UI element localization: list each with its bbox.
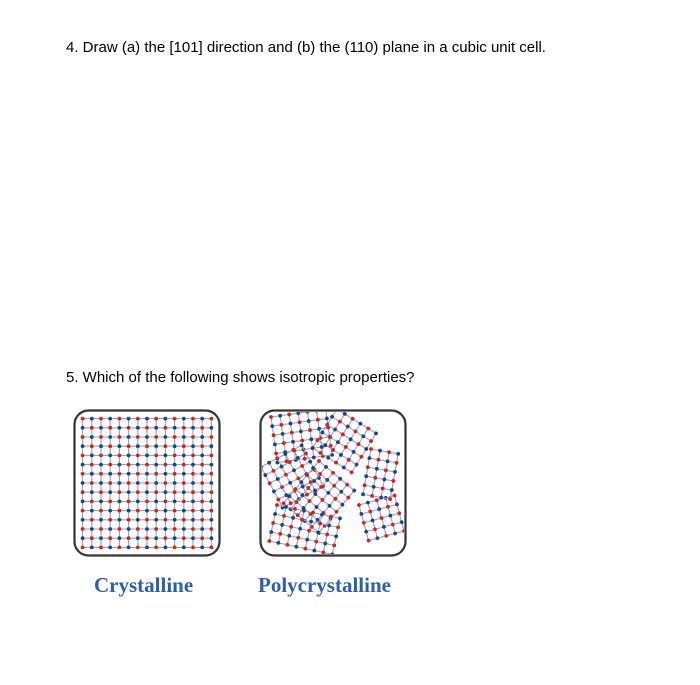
question-4-text: 4. Draw (a) the [101] direction and (b) the (110) plane in a cubic unit cell. xyxy=(66,39,546,56)
polycrystalline-lattice-figure xyxy=(259,409,407,562)
question-5-text: 5. Which of the following shows isotropic properties? xyxy=(66,369,415,386)
crystalline-lattice-figure xyxy=(73,409,221,562)
crystalline-caption: Crystalline xyxy=(94,573,194,597)
polycrystalline-caption: Polycrystalline xyxy=(258,573,391,597)
